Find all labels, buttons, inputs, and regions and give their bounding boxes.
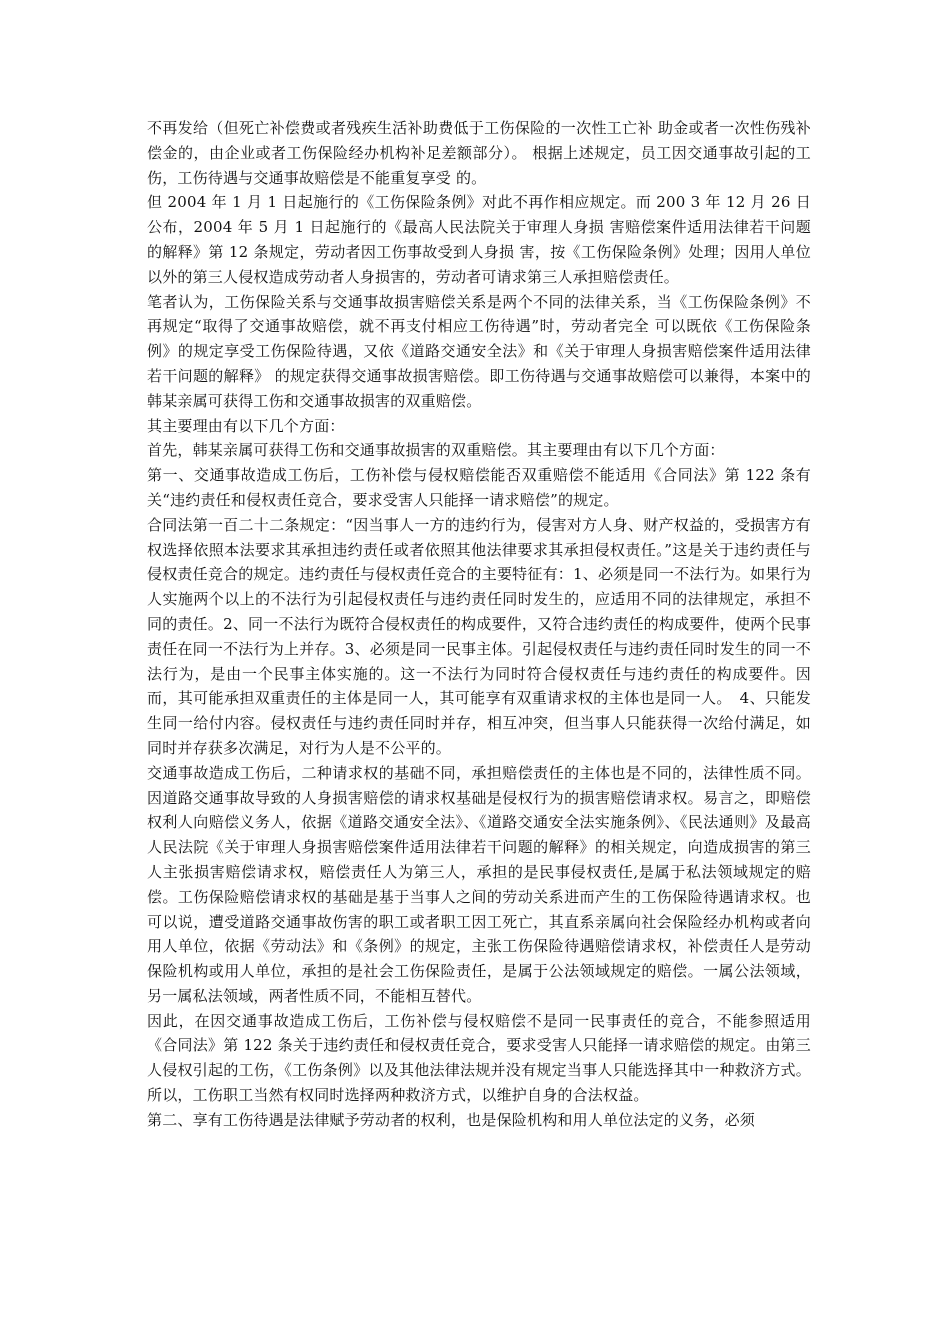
document-body [147,116,811,1133]
paragraph-9: 因此，在因交通事故造成工伤后，工伤补偿与侵权赔偿不是同一民事责任的竞合，不能参照适用《合同法》第 122 条关于违约责任和侵权责任竞合，要求受害人只能择一请求赔偿的规定。由第三人侵权引起的工伤，《工伤条例》以及其他法律法规并没有规定当事人只能选择其中一种救济方式。所以，工伤职工当然有权同时选择两种救济方式，以维护自身的合法权益。 [147,1011,811,1105]
paragraph-10: 第二、享有工伤待遇是法律赋予劳动者的权利，也是保险机构和用人单位法定的义务，必须 [147,1110,756,1129]
paragraph-7: 合同法第一百二十二条规定：“因当事人一方的违约行为，侵害对方人身、财产权益的，受损害方有权选择依照本法要求其承担违约责任或者依照其他法律要求其承担侵权责任。”这是关于违约责任与侵权责任竞合的规定。违约责任与侵权责任竞合的主要特征有：1、必须是同一不法行为。如果行为人实施两个以上的不法行为引起侵权责任与违约责任同时发生的，应适用不同的法律规定，承担不同的责任。2、同一不法行为既符合侵权责任的构成要件，又符合违约责任的构成要件，使两个民事责任在同一不法行为上并存。3、必须是同一民事主体。引起侵权责任与违约责任同时发生的同一不法行为，是由一个民事主体实施的。这一不法行为同时符合侵权责任与违约责任的构成要件。因而，其可能承担双重责任的主体是同一人，其可能享有双重请求权的主体也是同一人。 4、只能发生同一给付内容。侵权责任与违约责任同时并存，相互冲突，但当事人只能获得一次给付满足，如同时并存获多次满足，对行为人是不公平的。 [147,515,811,757]
paragraph-6: 第一、交通事故造成工伤后，工伤补偿与侵权赔偿能否双重赔偿不能适用《合同法》第 122 条有关“违约责任和侵权责任竞合，要求受害人只能择一请求赔偿”的规定。 [147,466,811,509]
paragraph-4: 其主要理由有以下几个方面： [147,416,345,435]
paragraph-8: 交通事故造成工伤后，二种请求权的基础不同，承担赔偿责任的主体也是不同的，法律性质不同。因道路交通事故导致的人身损害赔偿的请求权基础是侵权行为的损害赔偿请求权。易言之，即赔偿权利人向赔偿义务人，依据《道路交通安全法》、《道路交通安全法实施条例》、《民法通则》及最高人民法院《关于审理人身损害赔偿案件适用法律若干问题的解释》的相关规定，向造成损害的第三人主张损害赔偿请求权，赔偿责任人为第三人，承担的是民事侵权责任,是属于私法领域规定的赔偿。工伤保险赔偿请求权的基础是基于当事人之间的劳动关系进而产生的工伤保险待遇请求权。也可以说，遭受道路交通事故伤害的职工或者职工因工死亡，其直系亲属向社会保险经办机构或者向用人单位，依据《劳动法》和《条例》的规定，主张工伤保险待遇赔偿请求权，补偿责任人是劳动保险机构或用人单位，承担的是社会工伤保险责任，是属于公法领域规定的赔偿。一属公法领域，另一属私法领域，两者性质不同，不能相互替代。 [147,763,811,1005]
paragraph-3: 笔者认为，工伤保险关系与交通事故损害赔偿关系是两个不同的法律关系，当《工伤保险条例》不再规定“取得了交通事故赔偿，就不再支付相应工伤待遇”时，劳动者完全 可以既依《工伤保险条例》的规定享受工伤保险待遇，又依《道路交通安全法》和《关于审理人身损害赔偿案件适用法律若干问题的解释》 的规定获得交通事故损害赔偿。即工伤待遇与交通事故赔偿可以兼得，本案中的韩某亲属可获得工伤和交通事故损害的双重赔偿。 [147,292,811,410]
paragraph-5: 首先，韩某亲属可获得工伤和交通事故损害的双重赔偿。其主要理由有以下几个方面： [147,441,725,460]
paragraph-1: 不再发给（但死亡补偿费或者残疾生活补助费低于工伤保险的一次性工亡补 助金或者一次性伤残补偿金的，由企业或者工伤保险经办机构补足差额部分）。 根据上述规定，员工因交通事故引起的工伤，工伤待遇与交通事故赔偿是不能重复享受 的。 [147,119,811,187]
paragraph-2: 但 2004 年 1 月 1 日起施行的《工伤保险条例》对此不再作相应规定。而 200 3 年 12 月 26 日公布，2004 年 5 月 1 日起施行的《最高人民法院关于审理人身损 害赔偿案件适用法律若干问题的解释》第 12 条规定，劳动者因工伤事故受到人身损 害，按《工伤保险条例》处理；因用人单位以外的第三人侵权造成劳动者人身损害的，劳动者可请求第三人承担赔偿责任。 [147,193,811,286]
